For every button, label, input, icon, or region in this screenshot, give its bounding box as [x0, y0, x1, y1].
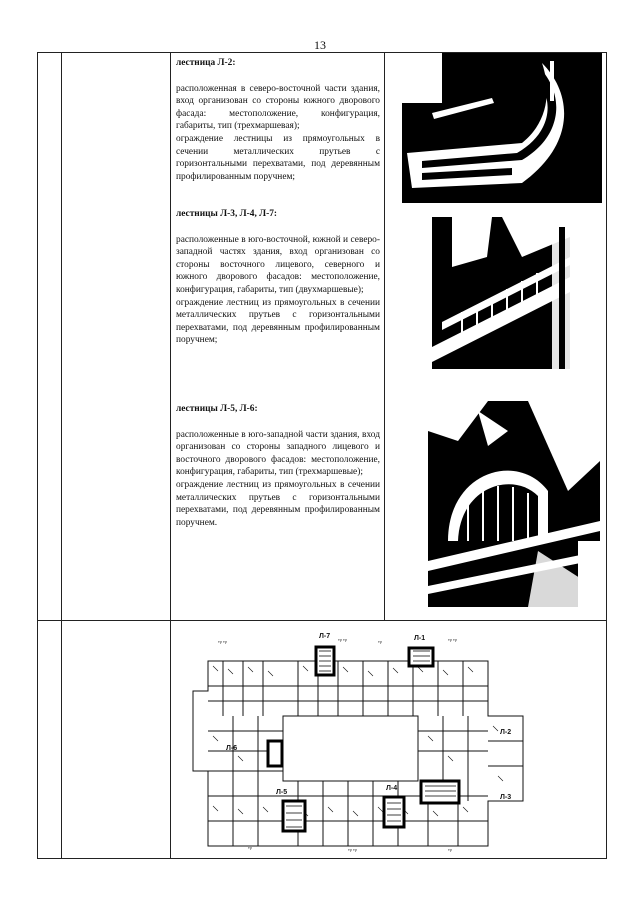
svg-text:ту ту: ту ту	[338, 637, 347, 642]
plan-label-l5: Л-5	[276, 789, 288, 796]
floor-plan-drawing	[188, 631, 528, 853]
plan-label-l2: Л-2	[500, 729, 512, 736]
svg-text:ту ту: ту ту	[218, 639, 227, 644]
stair-photo-l3	[432, 217, 570, 369]
svg-text:ту ту: ту ту	[348, 847, 357, 852]
stair-description: расположенные в юго-западной части здания, вход организован со стороны западного лицевого и восточного дворового фасадов: местоположение, конфигурация, габариты, тип (трехмаршевые);	[176, 429, 380, 478]
column-divider	[61, 53, 62, 858]
column-divider	[170, 53, 171, 858]
plan-label-l3: Л-3	[500, 794, 512, 801]
plan-label-l1: Л-1	[414, 635, 426, 642]
stair-block-l5-l6	[176, 403, 380, 529]
column-divider	[384, 53, 385, 621]
plan-label-l4: Л-4	[386, 785, 398, 792]
svg-text:ту ту: ту ту	[448, 637, 457, 642]
stair-railing: ограждение лестницы из прямоугольных в сечении металлических прутьев с горизонтальными перехватами, под деревянным профилированным поручнем;	[176, 133, 380, 182]
stair-railing: ограждение лестниц из прямоугольных в сечении металлических прутьев с горизонтальными перехватами, под деревянным профилированным поручнем;	[176, 297, 380, 346]
page-number: 13	[314, 38, 326, 52]
plan-label-l6: Л-6	[226, 745, 238, 752]
stair-railing: ограждение лестниц из прямоугольных в сечении металлических прутьев с горизонтальными перехватами, под деревянным профилированным поручнем.	[176, 479, 380, 528]
svg-text:ту: ту	[448, 847, 452, 852]
plan-label-l7: Л-7	[319, 633, 331, 640]
stair-description: расположенная в северо-восточной части здания, вход организован со стороны южного дворового фасада: местоположение, конфигурация, габариты, тип (трехмаршевая);	[176, 83, 380, 132]
stair-heading: лестницы Л-3, Л-4, Л-7:	[176, 209, 278, 219]
stair-description: расположенные в юго-восточной, южной и северо-западной частях здания, вход организован со стороны восточного лицевого, северного и южного дворового фасадов: местоположение, конфигурация, габариты, тип (двухмаршевые);	[176, 234, 380, 295]
row-divider	[38, 620, 606, 621]
stair-photo-l5	[428, 401, 600, 607]
stair-heading: лестницы Л-5, Л-6:	[176, 404, 258, 414]
svg-text:ту: ту	[248, 845, 252, 850]
stair-heading: лестница Л-2:	[176, 58, 236, 68]
stair-photo-l2	[402, 53, 602, 203]
stair-block-l2	[176, 57, 380, 183]
svg-text:ту: ту	[378, 639, 382, 644]
stair-block-l3-l4-l7	[176, 208, 380, 347]
stairs-table	[37, 52, 607, 859]
